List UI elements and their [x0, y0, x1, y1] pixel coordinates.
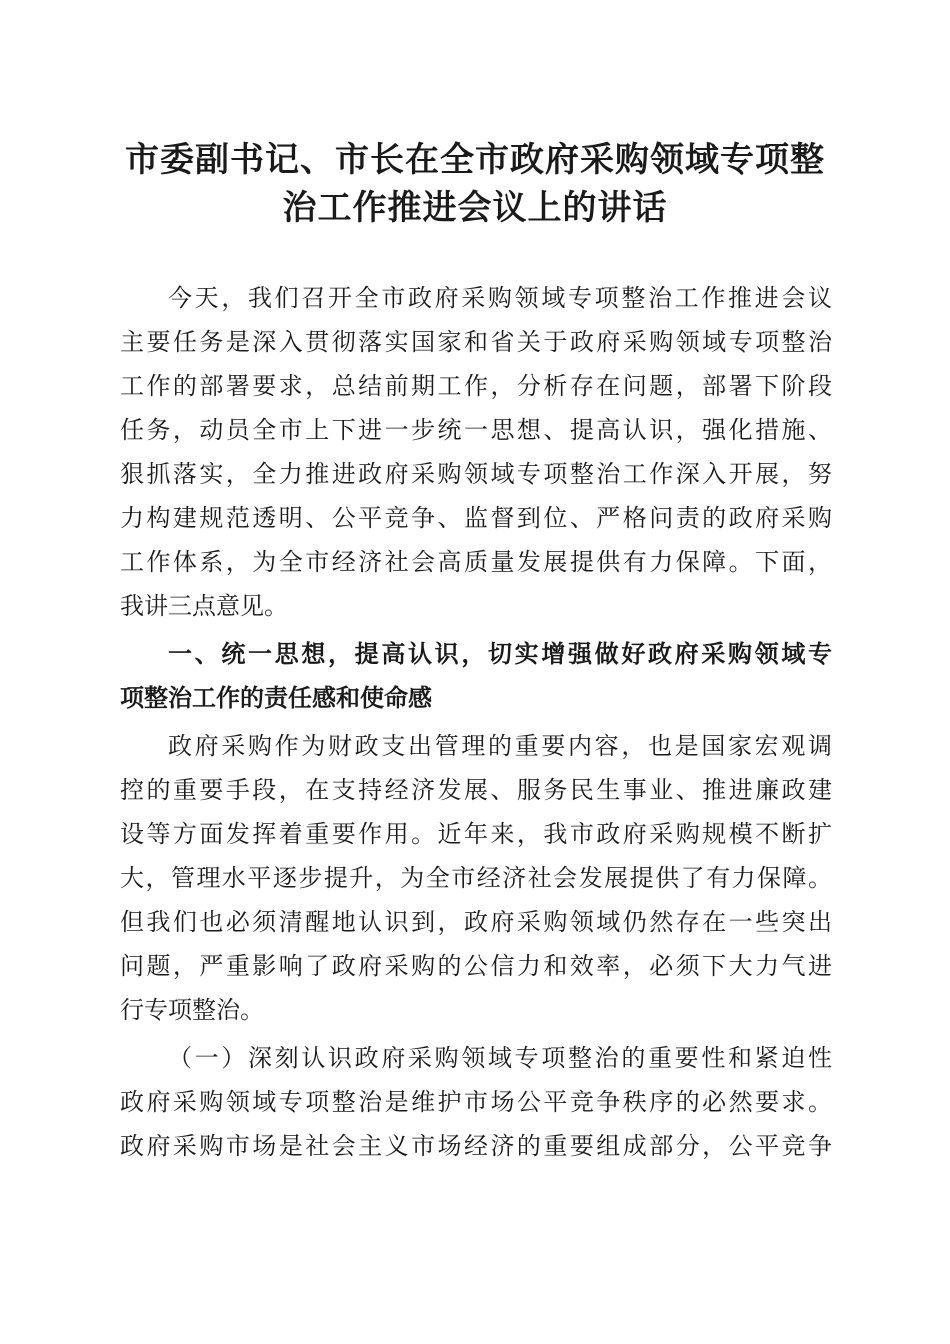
- document-title-line-1: 市委副书记、市长在全市政府采购领域专项整: [125, 140, 825, 180]
- paragraph-line: 任务，动员全市上下进一步统一思想、提高认识，强化措施、: [120, 416, 832, 444]
- paragraph-line: 主要任务是深入贯彻落实国家和省关于政府采购领域专项整治: [120, 328, 832, 356]
- section-heading-line: 一、统一思想，提高认识，切实增强做好政府采购领域专: [168, 640, 832, 668]
- document-title-line-2: 治工作推进会议上的讲话: [282, 188, 668, 228]
- paragraph-line: 政府采购作为财政支出管理的重要内容，也是国家宏观调: [168, 732, 832, 760]
- paragraph-line: 我讲三点意见。: [120, 592, 288, 620]
- paragraph-line: 行专项整治。: [120, 996, 264, 1024]
- paragraph-line: 工作体系，为全市经济社会高质量发展提供有力保障。下面，: [120, 548, 832, 576]
- paragraph-line: 控的重要手段，在支持经济发展、服务民生事业、推进廉政建: [120, 776, 832, 804]
- paragraph-line: 政府采购市场是社会主义市场经济的重要组成部分，公平竞争: [120, 1132, 832, 1160]
- paragraph-line: 狠抓落实，全力推进政府采购领域专项整治工作深入开展，努: [120, 460, 832, 488]
- paragraph-line: 力构建规范透明、公平竞争、监督到位、严格问责的政府采购: [120, 504, 832, 532]
- paragraph-line: 但我们也必须清醒地认识到，政府采购领域仍然存在一些突出: [120, 908, 832, 936]
- subsection-heading-line: （一）深刻认识政府采购领域专项整治的重要性和紧迫性: [168, 1044, 832, 1072]
- paragraph-line: 工作的部署要求，总结前期工作，分析存在问题，部署下阶段: [120, 372, 832, 400]
- paragraph-line: 今天，我们召开全市政府采购领域专项整治工作推进会议: [168, 284, 832, 312]
- paragraph-line: 大，管理水平逐步提升，为全市经济社会发展提供了有力保障。: [120, 864, 832, 892]
- paragraph-line: 设等方面发挥着重要作用。近年来，我市政府采购规模不断扩: [120, 820, 832, 848]
- paragraph-line: 政府采购领域专项整治是维护市场公平竞争秩序的必然要求。: [120, 1088, 832, 1116]
- paragraph-line: 问题，严重影响了政府采购的公信力和效率，必须下大力气进: [120, 952, 832, 980]
- section-heading-line: 项整治工作的责任感和使命感: [120, 684, 432, 712]
